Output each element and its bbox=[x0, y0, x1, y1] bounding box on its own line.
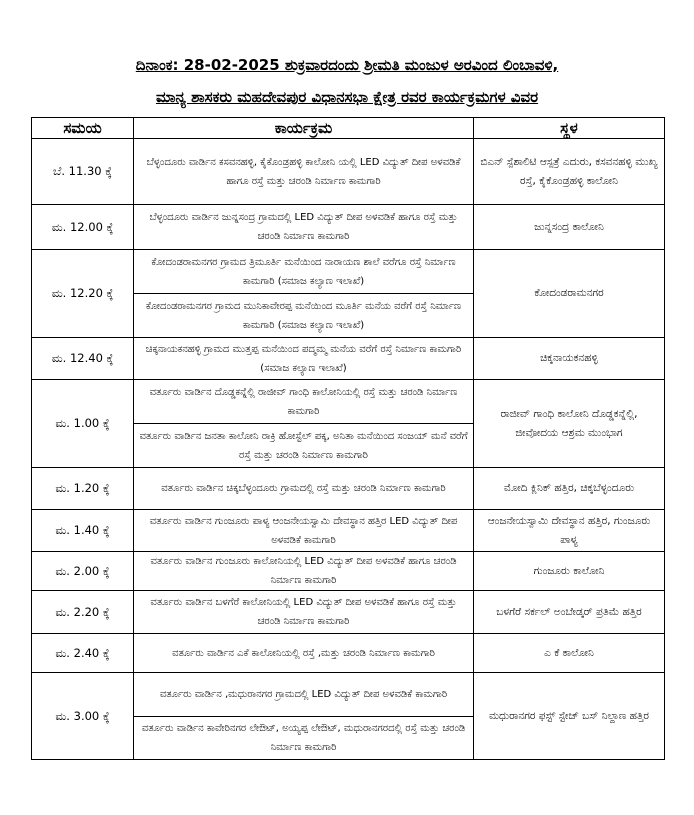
time-cell: ಮ. 12.20 ಕ್ಕೆ bbox=[32, 250, 134, 338]
time-cell: ಮ. 2.40 ಕ್ಕೆ bbox=[32, 634, 134, 673]
work-cell: ವರ್ತೂರು ವಾರ್ಡಿನ ಗುಂಜೂರು ಪಾಳ್ಯ ಆಂಜನೇಯಸ್ವಾಮಿ ದೇವಸ್ಥಾನ ಹತ್ತಿರ LED ವಿದ್ಯುತ್ ದೀಪ ಅಳವಡಿಕೆ ಕಾಮಗಾರಿ bbox=[134, 510, 474, 552]
time-cell: ಮ. 2.20 ಕ್ಕೆ bbox=[32, 591, 134, 634]
table-row bbox=[32, 380, 665, 424]
table-row bbox=[32, 634, 665, 673]
table-row bbox=[32, 338, 665, 380]
place-cell: ಗುಂಜೂರು ಕಾಲೋನಿ bbox=[474, 552, 665, 591]
work-cell: ವರ್ತೂರು ವಾರ್ಡಿನ ಕಾವೇರಿನಗರ ಲೇಔಟ್, ಅಯ್ಯಪ್ಪ ಲೇಔಟ್, ಮಧುರಾನಗರದಲ್ಲಿ ರಸ್ತೆ ಮತ್ತು ಚರಂಡಿ ನಿರ್ಮಾಣ ಕಾಮಗಾರಿ bbox=[134, 717, 474, 760]
work-cell: ವರ್ತೂರು ವಾರ್ಡಿನ ಬಳಗೆರೆ ಕಾಲೋನಿಯಲ್ಲಿ LED ವಿದ್ಯುತ್ ದೀಪ ಅಳವಡಿಕೆ ಹಾಗೂ ರಸ್ತೆ ಮತ್ತು ಚರಂಡಿ ನಿರ್ಮಾಣ ಕಾಮಗಾರಿ bbox=[134, 591, 474, 634]
work-cell: ಬೆಳ್ಳಂದೂರು ವಾರ್ಡಿನ ಕಸವನಹಳ್ಳಿ, ಕೈಕೊಂಡ್ರಹಳ್ಳಿ ಕಾಲೋನಿ ಯಲ್ಲಿ LED ವಿದ್ಯುತ್ ದೀಪ ಅಳವಡಿಕೆ ಹಾಗೂ ರಸ್ತೆ ಮತ್ತು ಚರಂಡಿ ನಿರ್ಮಾಣ ಕಾಮಗಾರಿ bbox=[134, 139, 474, 205]
place-cell: ಜುನ್ನಸಂದ್ರ ಕಾಲೋನಿ bbox=[474, 205, 665, 250]
work-cell: ಕೋದಂಡರಾಮನಗರ ಗ್ರಾಮದ ತ್ರಿಮೂರ್ತಿ ಮನೆಯಿಂದ ನಾರಾಯಣ ಶಾಲೆ ವರೆಗೂ ರಸ್ತೆ ನಿರ್ಮಾಣ ಕಾಮಗಾರಿ (ಸಮಾಜ ಕಲ್ಯಾಣ ಇಲಾಖೆ) bbox=[134, 250, 474, 294]
work-cell: ವರ್ತೂರು ವಾರ್ಡಿನ ದೊಡ್ಡಕನ್ನೆಲ್ಲಿ ರಾಜೀವ್ ಗಾಂಧಿ ಕಾಲೋನಿಯಲ್ಲಿ ರಸ್ತೆ ಮತ್ತು ಚರಂಡಿ ನಿರ್ಮಾಣ ಕಾಮಗಾರಿ bbox=[134, 380, 474, 424]
work-cell: ಬೆಳ್ಳಂದೂರು ವಾರ್ಡಿನ ಜುನ್ನಸಂದ್ರ ಗ್ರಾಮದಲ್ಲಿ LED ವಿದ್ಯುತ್ ದೀಪ ಅಳವಡಿಕೆ ಹಾಗೂ ರಸ್ತೆ ಮತ್ತು ಚರಂಡಿ ನಿರ್ಮಾಣ ಕಾಮಗಾರಿ bbox=[134, 205, 474, 250]
place-cell: ಬಳಗೆರೆ ಸರ್ಕಲ್ ಅಂಬೇಡ್ಕರ್ ಪ್ರತಿಮೆ ಹತ್ತಿರ bbox=[474, 591, 665, 634]
place-cell: ಮೋದಿ ಕ್ಲಿನಿಕ್ ಹತ್ತಿರ, ಚಿಕ್ಕಬೆಳ್ಳಂದೂರು bbox=[474, 468, 665, 510]
work-cell: ವರ್ತೂರು ವಾರ್ಡಿನ ಗುಂಜೂರು ಕಾಲೋನಿಯಲ್ಲಿ LED ವಿದ್ಯುತ್ ದೀಪ ಅಳವಡಿಕೆ ಹಾಗೂ ಚರಂಡಿ ನಿರ್ಮಾಣ ಕಾಮಗಾರಿ bbox=[134, 552, 474, 591]
place-cell: ಮಧುರಾನಗರ ಫಸ್ಟ್ ಸ್ಟೇಜ್ ಬಸ್ ನಿಲ್ದಾಣ ಹತ್ತಿರ bbox=[474, 673, 665, 760]
document-title-line-1: ದಿನಾಂಕ: 28-02-2025 ಶುಕ್ರವಾರದಂದು ಶ್ರೀಮತಿ ಮಂಜುಳ ಅರವಿಂದ ಲಿಂಬಾವಳಿ, bbox=[135, 56, 559, 74]
table-row bbox=[32, 205, 665, 250]
time-cell: ಮ. 12.00 ಕ್ಕೆ bbox=[32, 205, 134, 250]
table-row bbox=[32, 250, 665, 294]
time-cell: ಬೆ. 11.30 ಕ್ಕೆ bbox=[32, 139, 134, 205]
table-row bbox=[32, 673, 665, 717]
place-cell: ಎ ಕೆ ಕಾಲೋನಿ bbox=[474, 634, 665, 673]
table-row bbox=[32, 552, 665, 591]
column-header-place: ಸ್ಥಳ bbox=[474, 118, 665, 139]
place-cell: ರಾಜೀವ್ ಗಾಂಧಿ ಕಾಲೋನಿ ದೊಡ್ಡಕನ್ನೆಲ್ಲಿ, ಜೀವೋದಯ ಆಶ್ರಮ ಮುಂಭಾಗ bbox=[474, 380, 665, 468]
schedule-table bbox=[31, 117, 665, 760]
table-row bbox=[32, 139, 665, 205]
document-title-line-2: ಮಾನ್ಯ ಶಾಸಕರು ಮಹದೇವಪುರ ವಿಧಾನಸಭಾ ಕ್ಷೇತ್ರ ರವರ ಕಾರ್ಯಕ್ರಮಗಳ ವಿವರ bbox=[155, 88, 539, 106]
place-cell: ಬಿಎನ್ ಸ್ಪೆಶಾಲಿಟಿ ಆಸ್ಪತ್ರೆ ಎದುರು, ಕಸವನಹಳ್ಳಿ ಮುಖ್ಯ ರಸ್ತೆ, ಕೈಕೊಂಡ್ರಹಳ್ಳಿ ಕಾಲೋನಿ bbox=[474, 139, 665, 205]
time-cell: ಮ. 1.40 ಕ್ಕೆ bbox=[32, 510, 134, 552]
time-cell: ಮ. 1.00 ಕ್ಕೆ bbox=[32, 380, 134, 468]
work-cell: ವರ್ತೂರು ವಾರ್ಡಿನ ಎಕೆ ಕಾಲೋನಿಯಲ್ಲಿ ರಸ್ತೆ ,ಮತ್ತು ಚರಂಡಿ ನಿರ್ಮಾಣ ಕಾಮಗಾರಿ bbox=[134, 634, 474, 673]
time-cell: ಮ. 2.00 ಕ್ಕೆ bbox=[32, 552, 134, 591]
table-row bbox=[32, 510, 665, 552]
table-row bbox=[32, 468, 665, 510]
work-cell: ವರ್ತೂರು ವಾರ್ಡಿನ ,ಮಧುರಾನಗರ ಗ್ರಾಮದಲ್ಲಿ LED ವಿದ್ಯುತ್ ದೀಪ ಅಳವಡಿಕೆ ಕಾಮಗಾರಿ bbox=[134, 673, 474, 717]
place-cell: ಚಿಕ್ಕನಾಯಕನಹಳ್ಳಿ bbox=[474, 338, 665, 380]
work-cell: ವರ್ತೂರು ವಾರ್ಡಿನ ಚಿಕ್ಕಬೆಳ್ಳಂದೂರು ಗ್ರಾಮದಲ್ಲಿ ರಸ್ತೆ ಮತ್ತು ಚರಂಡಿ ನಿರ್ಮಾಣ ಕಾಮಗಾರಿ bbox=[134, 468, 474, 510]
work-cell: ಚಿಕ್ಕನಾಯಕನಹಳ್ಳಿ ಗ್ರಾಮದ ಮುತ್ತಪ್ಪ ಮನೆಯಿಂದ ಪದ್ಮಮ್ಮ ಮನೆಯ ವರೆಗೆ ರಸ್ತೆ ನಿರ್ಮಾಣ ಕಾಮಗಾರಿ (ಸಮಾಜ ಕಲ್ಯಾಣ ಇಲಾಖೆ) bbox=[134, 338, 474, 380]
column-header-work: ಕಾರ್ಯಕ್ರಮ bbox=[134, 118, 474, 139]
column-header-time: ಸಮಯ bbox=[32, 118, 134, 139]
table-header-row bbox=[32, 118, 665, 139]
work-cell: ವರ್ತೂರು ವಾರ್ಡಿನ ಜನತಾ ಕಾಲೋನಿ ರಾಕ್ರಿ ಹೋಸ್ಟೆಲ್ ಪಕ್ಕ, ಅನಿತಾ ಮನೆಯಿಂದ ಸಂಜಯ್ ಮನೆ ವರೆಗೆ ರಸ್ತೆ ಮತ್ತು ಚರಂಡಿ ನಿರ್ಮಾಣ ಕಾಮಗಾರಿ bbox=[134, 424, 474, 468]
time-cell: ಮ. 3.00 ಕ್ಕೆ bbox=[32, 673, 134, 760]
place-cell: ಕೋದಂಡರಾಮನಗರ bbox=[474, 250, 665, 338]
work-cell: ಕೋದಂಡರಾಮನಗರ ಗ್ರಾಮದ ಮುನಿಕಾವೇರಪ್ಪ ಮನೆಯಿಂದ ಮೂರ್ತಿ ಮನೆಯ ವರೆಗೆ ರಸ್ತೆ ನಿರ್ಮಾಣ ಕಾಮಗಾರಿ (ಸಮಾಜ ಕಲ್ಯಾಣ ಇಲಾಖೆ) bbox=[134, 294, 474, 338]
table-row bbox=[32, 591, 665, 634]
time-cell: ಮ. 1.20 ಕ್ಕೆ bbox=[32, 468, 134, 510]
time-cell: ಮ. 12.40 ಕ್ಕೆ bbox=[32, 338, 134, 380]
place-cell: ಆಂಜನೇಯಸ್ವಾಮಿ ದೇವಸ್ಥಾನ ಹತ್ತಿರ, ಗುಂಜೂರು ಪಾಳ್ಯ bbox=[474, 510, 665, 552]
